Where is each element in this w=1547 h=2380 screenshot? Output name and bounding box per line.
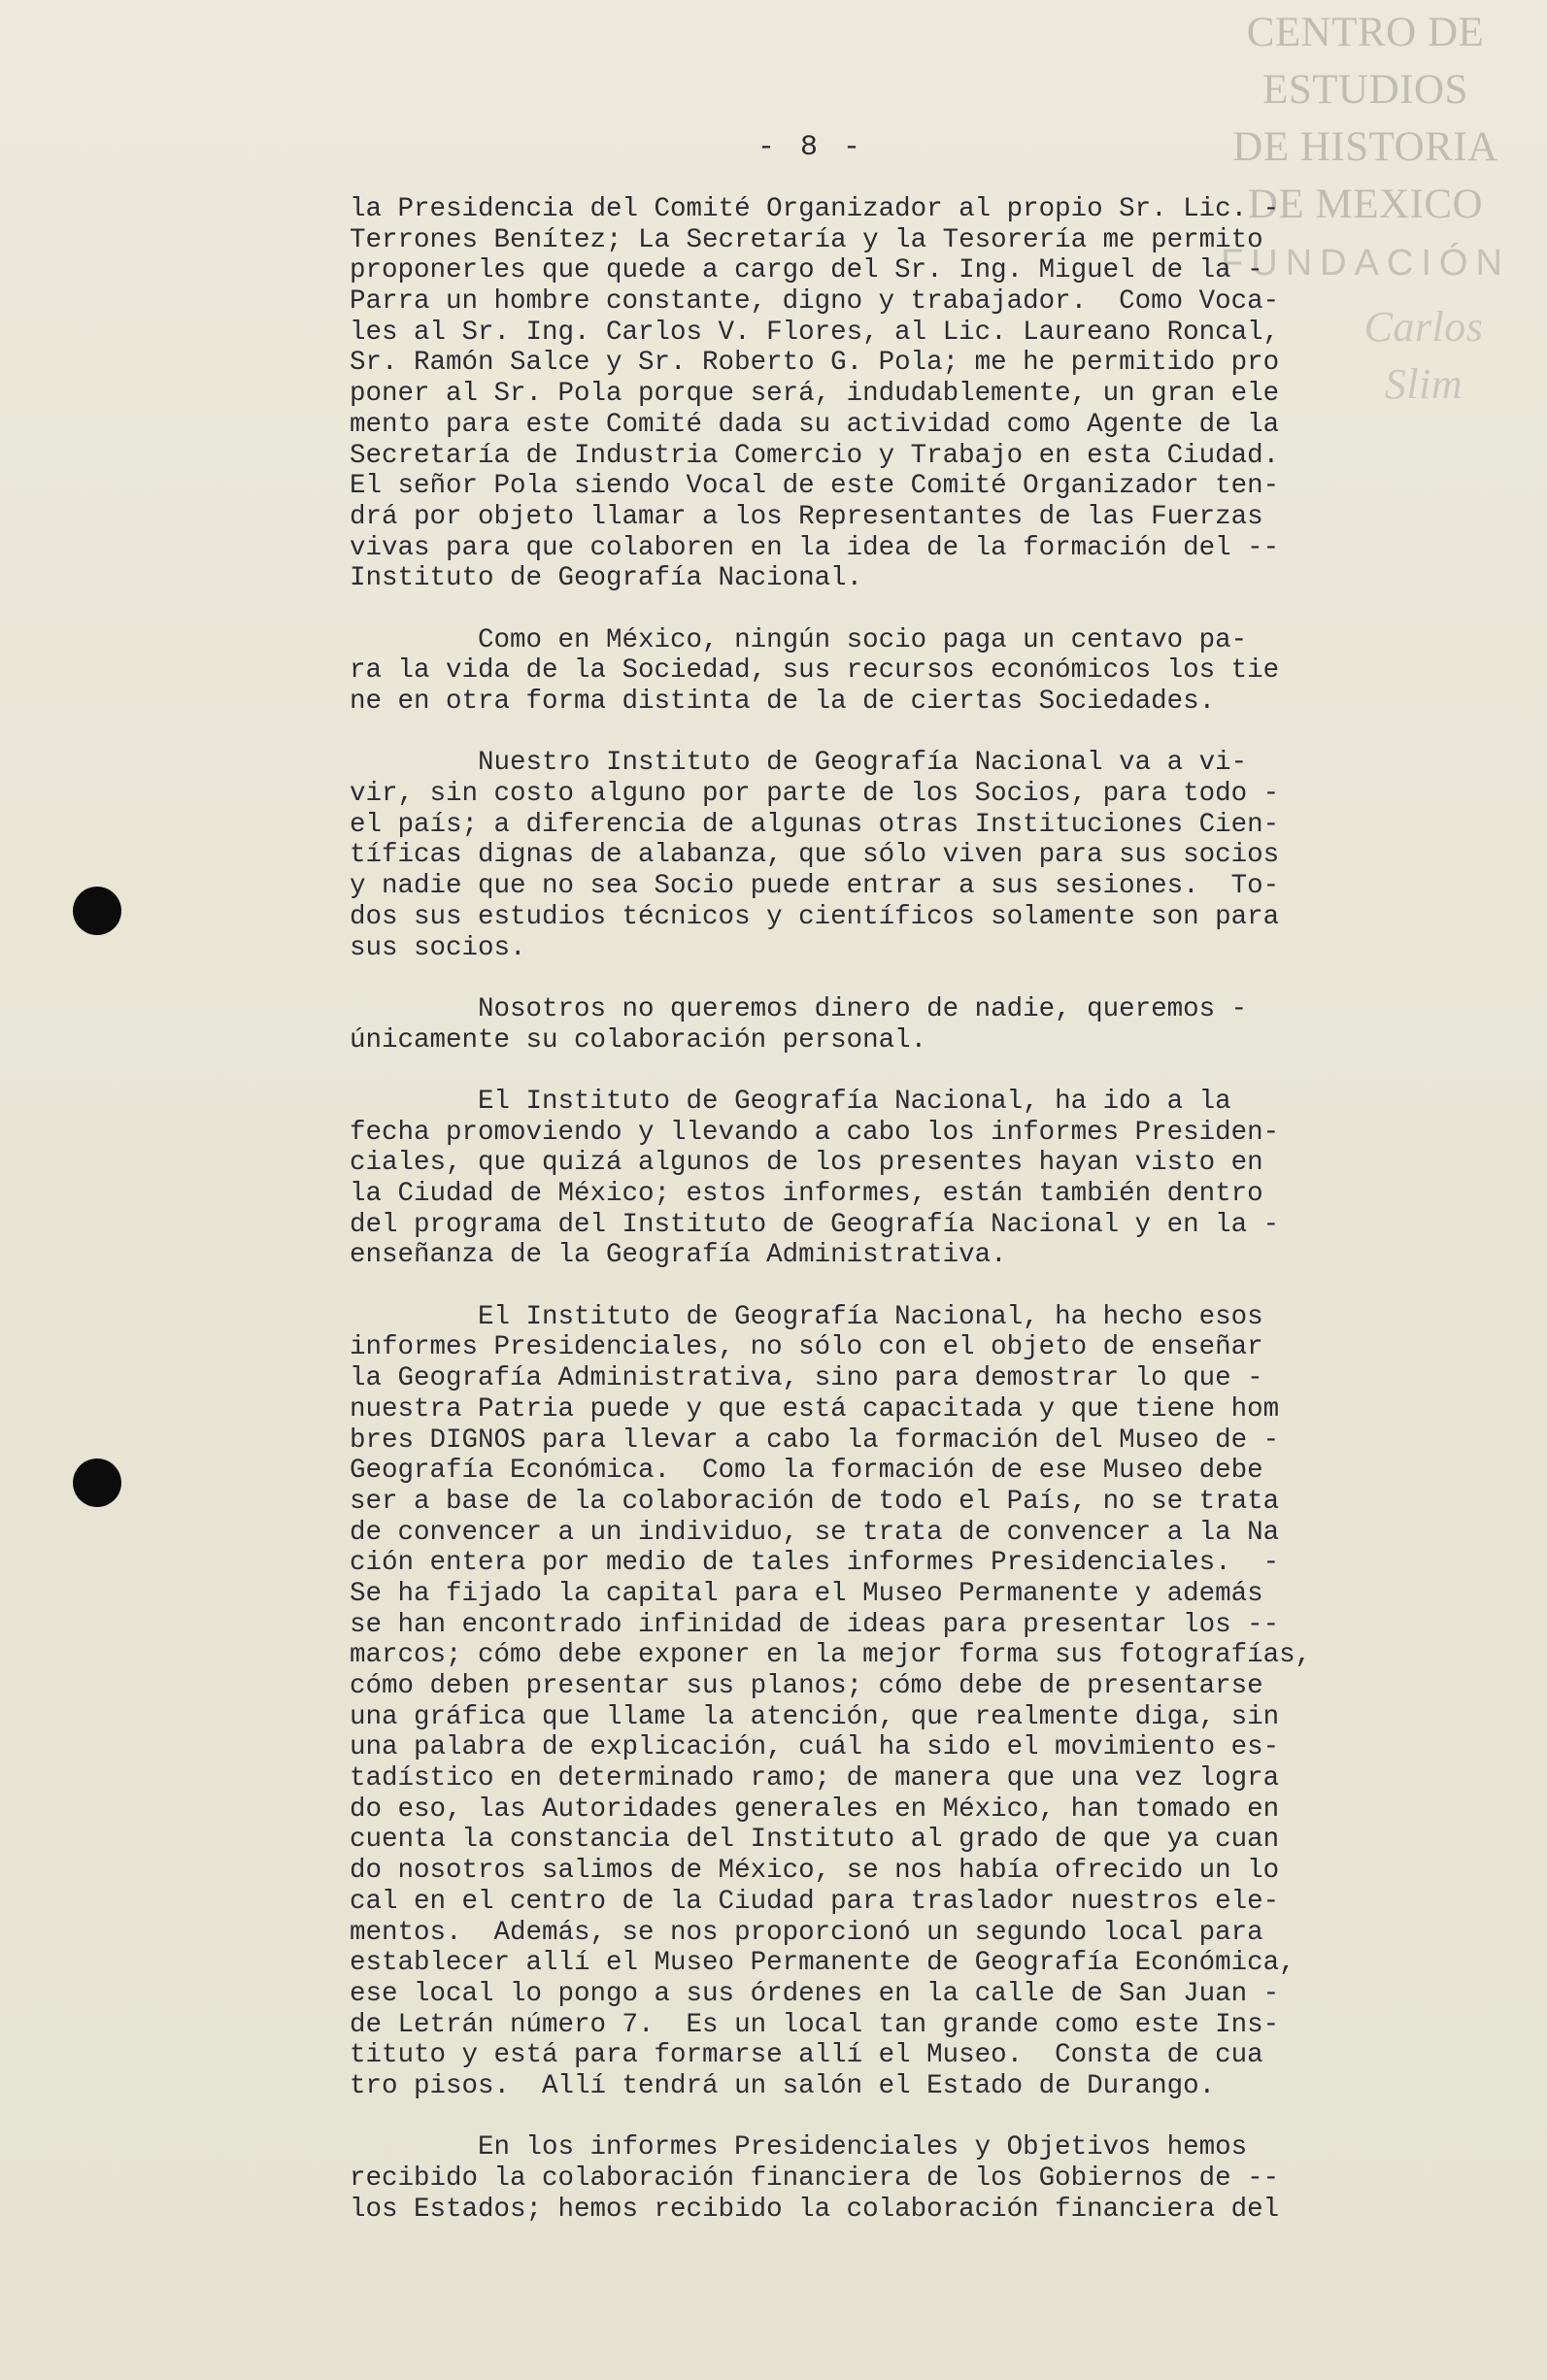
text-line: les al Sr. Ing. Carlos V. Flores, al Lic. Laureano Roncal, (350, 317, 1280, 348)
text-line: los Estados; hemos recibido la colaboración financiera del (350, 2194, 1280, 2225)
text-line: Secretaría de Industria Comercio y Trabajo en esta Ciudad. (350, 440, 1280, 471)
text-line: vivas para que colaboren en la idea de la formación del -- (350, 532, 1280, 563)
watermark-line-1: CENTRO DE (1246, 10, 1485, 55)
text-line: do nosotros salimos de México, se nos había ofrecido un lo (350, 1856, 1280, 1887)
text-line: El señor Pola siendo Vocal de este Comité Organizador ten- (350, 471, 1280, 502)
paragraph (350, 1302, 1447, 2102)
text-line: el país; a diferencia de algunas otras Instituciones Cien- (350, 809, 1280, 840)
text-line: Nuestro Instituto de Geografía Nacional va a vi- (350, 748, 1248, 779)
text-line: ese local lo pongo a sus órdenes en la calle de San Juan - (350, 1978, 1280, 2009)
text-line: establecer allí el Museo Permanente de Geografía Económica, (350, 1948, 1295, 1979)
text-line: Sr. Ramón Salce y Sr. Roberto G. Pola; me he permitido pro (350, 348, 1280, 379)
text-line: únicamente su colaboración personal. (350, 1024, 927, 1056)
text-line: nuestra Patria puede y que está capacitada y que tiene hom (350, 1393, 1280, 1425)
text-line: proponerles que quede a cargo del Sr. Ing. Miguel de la - (350, 255, 1263, 286)
binder-hole (73, 887, 121, 935)
text-line: vir, sin costo alguno por parte de los Socios, para todo - (350, 779, 1280, 810)
text-line: El Instituto de Geografía Nacional, ha hecho esos (350, 1301, 1263, 1332)
text-line: marcos; cómo debe exponer en la mejor forma sus fotografías, (350, 1640, 1312, 1671)
text-line: bres DIGNOS para llevar a cabo la formación del Museo de - (350, 1425, 1280, 1456)
paragraph (350, 625, 1447, 718)
text-line: El Instituto de Geografía Nacional, ha ido a la (350, 1086, 1231, 1117)
text-line: del programa del Instituto de Geografía Nacional y en la - (350, 1209, 1280, 1240)
text-line: informes Presidenciales, no sólo con el objeto de enseñar (350, 1332, 1263, 1363)
text-line: de convencer a un individuo, se trata de convencer a la Na (350, 1517, 1280, 1548)
paragraph (350, 1087, 1447, 1271)
watermark-fundacion: FUNDACIÓN (1221, 243, 1510, 284)
text-line: una palabra de explicación, cuál ha sido el movimiento es- (350, 1732, 1280, 1763)
watermark-signature: Carlos Slim (1363, 303, 1484, 408)
text-line: se han encontrado infinidad de ideas para presentar los -- (350, 1609, 1280, 1640)
text-line: ción entera por medio de tales informes Presidenciales. - (350, 1548, 1280, 1579)
binder-hole (73, 1458, 121, 1507)
text-line: ser a base de la colaboración de todo el País, no se trata (350, 1486, 1280, 1517)
text-line: Terrones Benítez; La Secretaría y la Tesorería me permito (350, 224, 1263, 255)
text-line: de Letrán número 7. Es un local tan grande como este Ins- (350, 2009, 1280, 2040)
typed-body-text (350, 194, 1447, 2256)
text-line: ciales, que quizá algunos de los presentes hayan visto en (350, 1148, 1263, 1179)
text-line: cuenta la constancia del Instituto al grado de que ya cuan (350, 1825, 1280, 1856)
paragraph (350, 994, 1447, 1056)
text-line: mentos. Además, se nos proporcionó un segundo local para (350, 1917, 1263, 1948)
paragraph (350, 748, 1447, 963)
text-line: Nosotros no queremos dinero de nadie, queremos - (350, 993, 1248, 1024)
text-line: Geografía Económica. Como la formación de ese Museo debe (350, 1456, 1263, 1487)
text-line: recibido la colaboración financiera de los Gobiernos de -- (350, 2163, 1280, 2194)
text-line: drá por objeto llamar a los Representantes de las Fuerzas (350, 501, 1263, 532)
paragraph (350, 2132, 1447, 2225)
text-line: tíficas dignas de alabanza, que sólo viven para sus socios (350, 840, 1280, 871)
text-line: ne en otra forma distinta de la de ciertas Sociedades. (350, 687, 1216, 717)
text-line: la Ciudad de México; estos informes, están también dentro (350, 1179, 1263, 1209)
text-line: do eso, las Autoridades generales en México, han tomado en (350, 1793, 1280, 1825)
text-line: En los informes Presidenciales y Objetivos hemos (350, 2132, 1248, 2163)
paragraph (350, 194, 1447, 594)
text-line: tro pisos. Allí tendrá un salón el Estado de Durango. (350, 2070, 1216, 2101)
text-line: cal en el centro de la Ciudad para traslador nuestros ele- (350, 1886, 1280, 1917)
text-line: la Geografía Administrativa, sino para demostrar lo que - (350, 1363, 1263, 1394)
text-line: mento para este Comité dada su actividad como Agente de la (350, 409, 1280, 440)
text-line: dos sus estudios técnicos y científicos solamente son para (350, 901, 1280, 932)
text-line: una gráfica que llame la atención, que realmente diga, sin (350, 1701, 1280, 1732)
watermark-line-2: ESTUDIOS (1262, 67, 1468, 113)
watermark-line-4: DE MEXICO (1247, 182, 1484, 227)
text-line: tituto y está para formarse allí el Museo. Consta de cua (350, 2040, 1263, 2071)
text-line: ra la vida de la Sociedad, sus recursos económicos los tie (350, 655, 1280, 687)
page-number: - 8 - (757, 131, 865, 164)
text-line: enseñanza de la Geografía Administrativa. (350, 1240, 1007, 1271)
text-line: sus socios. (350, 932, 526, 963)
text-line: fecha promoviendo y llevando a cabo los informes Presiden- (350, 1117, 1280, 1148)
text-line: Se ha fijado la capital para el Museo Permanente y además (350, 1578, 1263, 1609)
text-line: Instituto de Geografía Nacional. (350, 563, 863, 594)
text-line: la Presidencia del Comité Organizador al propio Sr. Lic. - (350, 194, 1280, 224)
watermark-line-3: DE HISTORIA (1232, 124, 1498, 170)
text-line: cómo deben presentar sus planos; cómo debe de presentarse (350, 1671, 1263, 1701)
text-line: poner al Sr. Pola porque será, indudablemente, un gran ele (350, 379, 1280, 410)
text-line: Como en México, ningún socio paga un centavo pa- (350, 624, 1248, 655)
text-line: y nadie que no sea Socio puede entrar a sus sesiones. To- (350, 871, 1280, 902)
text-line: tadístico en determinado ramo; de manera que una vez logra (350, 1763, 1280, 1794)
text-line: Parra un hombre constante, digno y trabajador. Como Voca- (350, 286, 1280, 318)
